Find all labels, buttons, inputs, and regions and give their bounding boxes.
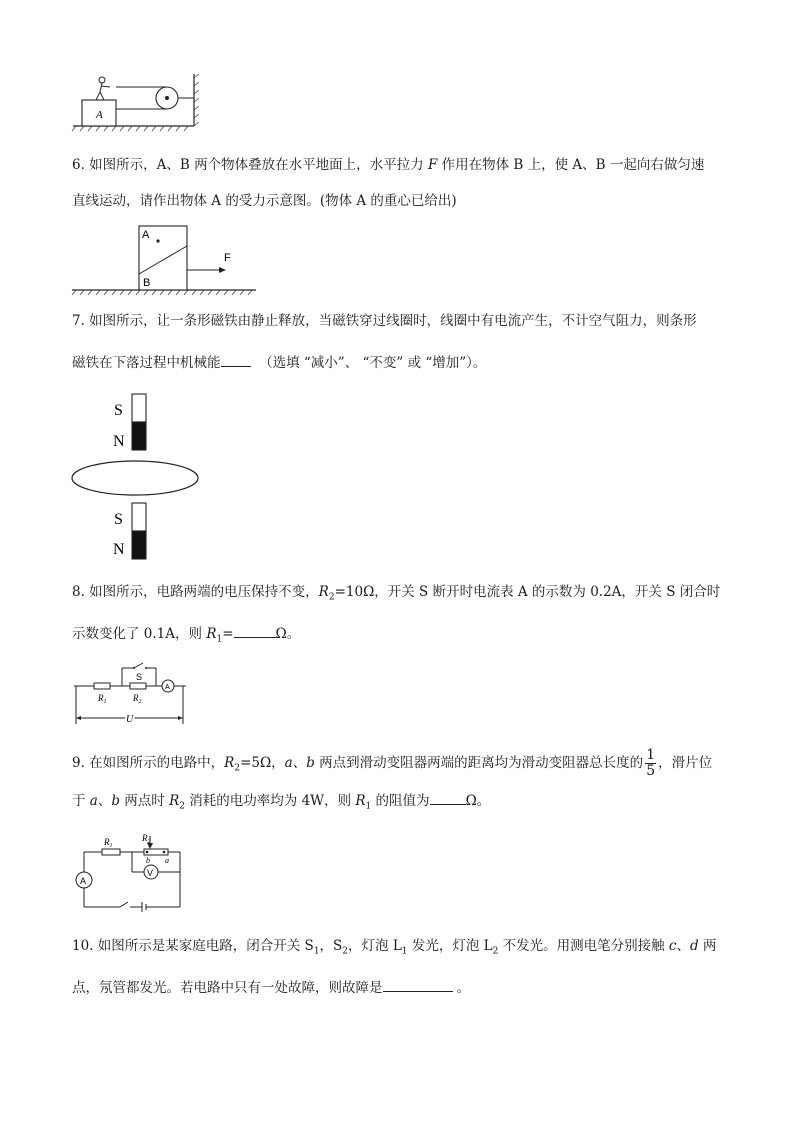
q9-text-d: ，滑片位: [658, 755, 713, 771]
q6-text-b: 作用在物体 B 上，使 A、B 一起向右做匀速: [437, 157, 705, 173]
q10-sep: 、: [676, 938, 690, 954]
q9-sep2: 、: [97, 793, 112, 809]
q9-r2-symbol2: R: [169, 793, 180, 809]
q8-unit: Ω。: [275, 626, 301, 642]
q10-answer-blank[interactable]: [383, 977, 453, 992]
q8-r1-sub: 1: [216, 634, 223, 645]
q7-top-magnet-n: [132, 422, 146, 450]
q9-answer-blank[interactable]: [430, 790, 466, 805]
q6-text-a: 6. 如图所示，A、B 两个物体叠放在水平地面上，水平拉力: [72, 157, 428, 173]
q6-force-symbol: F: [427, 157, 438, 173]
q6-label-b: B: [143, 277, 151, 289]
q8-circuit: [72, 660, 192, 726]
q9-text-c: 两点到滑动变阻器两端的距离均为滑动变阻器总长度的: [314, 755, 644, 771]
q7-coil: [72, 461, 198, 495]
q6-label-a: A: [142, 229, 150, 241]
q7-top-n-label: N: [113, 433, 125, 450]
q7-bottom-n-label: N: [113, 541, 125, 558]
q8-switch-label: S: [136, 672, 143, 682]
q9-frac-den: 5: [646, 763, 656, 779]
q7-top-magnet-s: [132, 394, 146, 422]
q9-r1-sub: 1: [365, 801, 372, 812]
q6-center-of-gravity: [156, 239, 159, 242]
q6-line1: [72, 155, 724, 175]
q10-line2: [72, 977, 724, 998]
pulley-figure: [70, 74, 200, 132]
q10-point-c: c: [668, 938, 677, 954]
q9-point-b-label: b: [146, 856, 150, 865]
q10-text-c: ，灯泡 L: [348, 938, 402, 954]
q9-text-a: 9. 在如图所示的电路中，: [72, 755, 225, 771]
q8-ammeter-label: A: [165, 684, 170, 691]
q10-text-e: 不发光。用测电笔分别接触: [498, 938, 669, 954]
q9-frac-num: 1: [646, 747, 656, 763]
q9-voltmeter-label: V: [147, 868, 154, 878]
q9-text-e: 于: [72, 793, 90, 809]
q9-text-g: 消耗的电功率均为 4W，则: [185, 793, 356, 809]
q7-text-b: （选填 “减小”、 “不变” 或 “增加”）。: [259, 355, 487, 371]
q6-line2: [72, 191, 724, 211]
q9-r1-label: $R_1$: [104, 837, 113, 849]
q8-r1-label: $R_1$: [98, 693, 107, 705]
q8-r1-symbol: R: [206, 626, 217, 642]
q10-l2-sub: 2: [492, 946, 499, 957]
q8-equals: =: [222, 626, 234, 642]
q10-text-f: 两: [698, 938, 717, 954]
q9-point-a: a: [284, 755, 293, 771]
q7-line2: [72, 352, 724, 373]
q9-r1-symbol: R: [355, 793, 366, 809]
q10-text-b: ，S: [319, 938, 343, 954]
q9-r2-symbol: R: [224, 755, 235, 771]
q7-answer-blank[interactable]: [221, 352, 251, 367]
q8-r-sub: 2: [328, 592, 335, 603]
q9-circuit: [72, 832, 188, 912]
q9-point-a2: a: [89, 793, 98, 809]
q6-figure: [70, 224, 260, 298]
q7-top-s-label: S: [114, 402, 123, 419]
q7-bottom-magnet-s: [132, 503, 146, 531]
q10-text-a: 10. 如图所示是某家庭电路，闭合开关 S: [72, 938, 314, 954]
q10-text-d: 发光，灯泡 L: [407, 938, 493, 954]
q9-fraction: [645, 748, 656, 779]
q9-r2-sub: 2: [234, 763, 241, 774]
q9-line2: [72, 790, 724, 817]
q8-answer-blank[interactable]: [234, 623, 276, 638]
q7-figure: [70, 390, 210, 562]
q10-point-d: d: [689, 938, 699, 954]
q8-r-symbol: R: [318, 584, 329, 600]
q8-line1: [72, 582, 724, 608]
q9-r1-resistor: [102, 849, 120, 855]
q7-text-line1: 7. 如图所示，让一条形磁铁由静止释放，当磁铁穿过线圈时，线圈中有电流产生，不计空气阻力，则条形: [72, 313, 697, 329]
q7-line1: [72, 311, 724, 331]
q10-text-g: 点，氖管都发光。若电路中只有一处故障，则故障是: [72, 980, 383, 996]
q7-bottom-s-label: S: [114, 511, 123, 528]
q6-text-line2: 直线运动，请作出物体 A 的受力示意图。(物体 A 的重心已给出): [72, 193, 457, 209]
block-a-label: A: [96, 109, 103, 121]
q9-text-h: 的阻值为: [371, 793, 430, 809]
q8-voltage-label: U: [126, 714, 134, 725]
q8-line2: [72, 623, 724, 650]
q10-s1-sub: 1: [313, 946, 320, 957]
q9-r2-sub2: 2: [179, 801, 186, 812]
q8-r2-label: $R_2$: [133, 693, 142, 705]
q8-r2-resistor: [130, 683, 146, 689]
q9-point-a-label: a: [165, 856, 169, 865]
q9-point-b: b: [306, 755, 315, 771]
q9-ammeter-label: A: [80, 876, 87, 886]
q9-text-f: 两点时: [120, 793, 170, 809]
q7-bottom-magnet-n: [132, 531, 146, 559]
q9-unit: Ω。: [465, 793, 491, 809]
q7-text-a: 磁铁在下落过程中机械能: [72, 355, 221, 371]
q10-l1-sub: 1: [401, 946, 408, 957]
q9-r2-label: $R_2$: [142, 833, 151, 845]
q8-text-c: 示数变化了 0.1A，则: [72, 626, 207, 642]
q8-text-b: =10Ω，开关 S 断开时电流表 A 的示数为 0.2A，开关 S 闭合时: [334, 584, 721, 600]
q9-sep: 、: [292, 755, 307, 771]
q9-point-b2: b: [111, 793, 121, 809]
q10-s2-sub: 2: [342, 946, 349, 957]
q9-text-b: =5Ω，: [240, 755, 285, 771]
q8-r1-resistor: [94, 683, 110, 689]
q10-end: 。: [456, 980, 471, 996]
person-icon: [96, 77, 110, 100]
q9-line1: [72, 748, 724, 779]
q8-text-a: 8. 如图所示，电路两端的电压保持不变，: [72, 584, 319, 600]
q6-label-f: F: [224, 252, 231, 264]
q10-line1: [72, 936, 724, 962]
